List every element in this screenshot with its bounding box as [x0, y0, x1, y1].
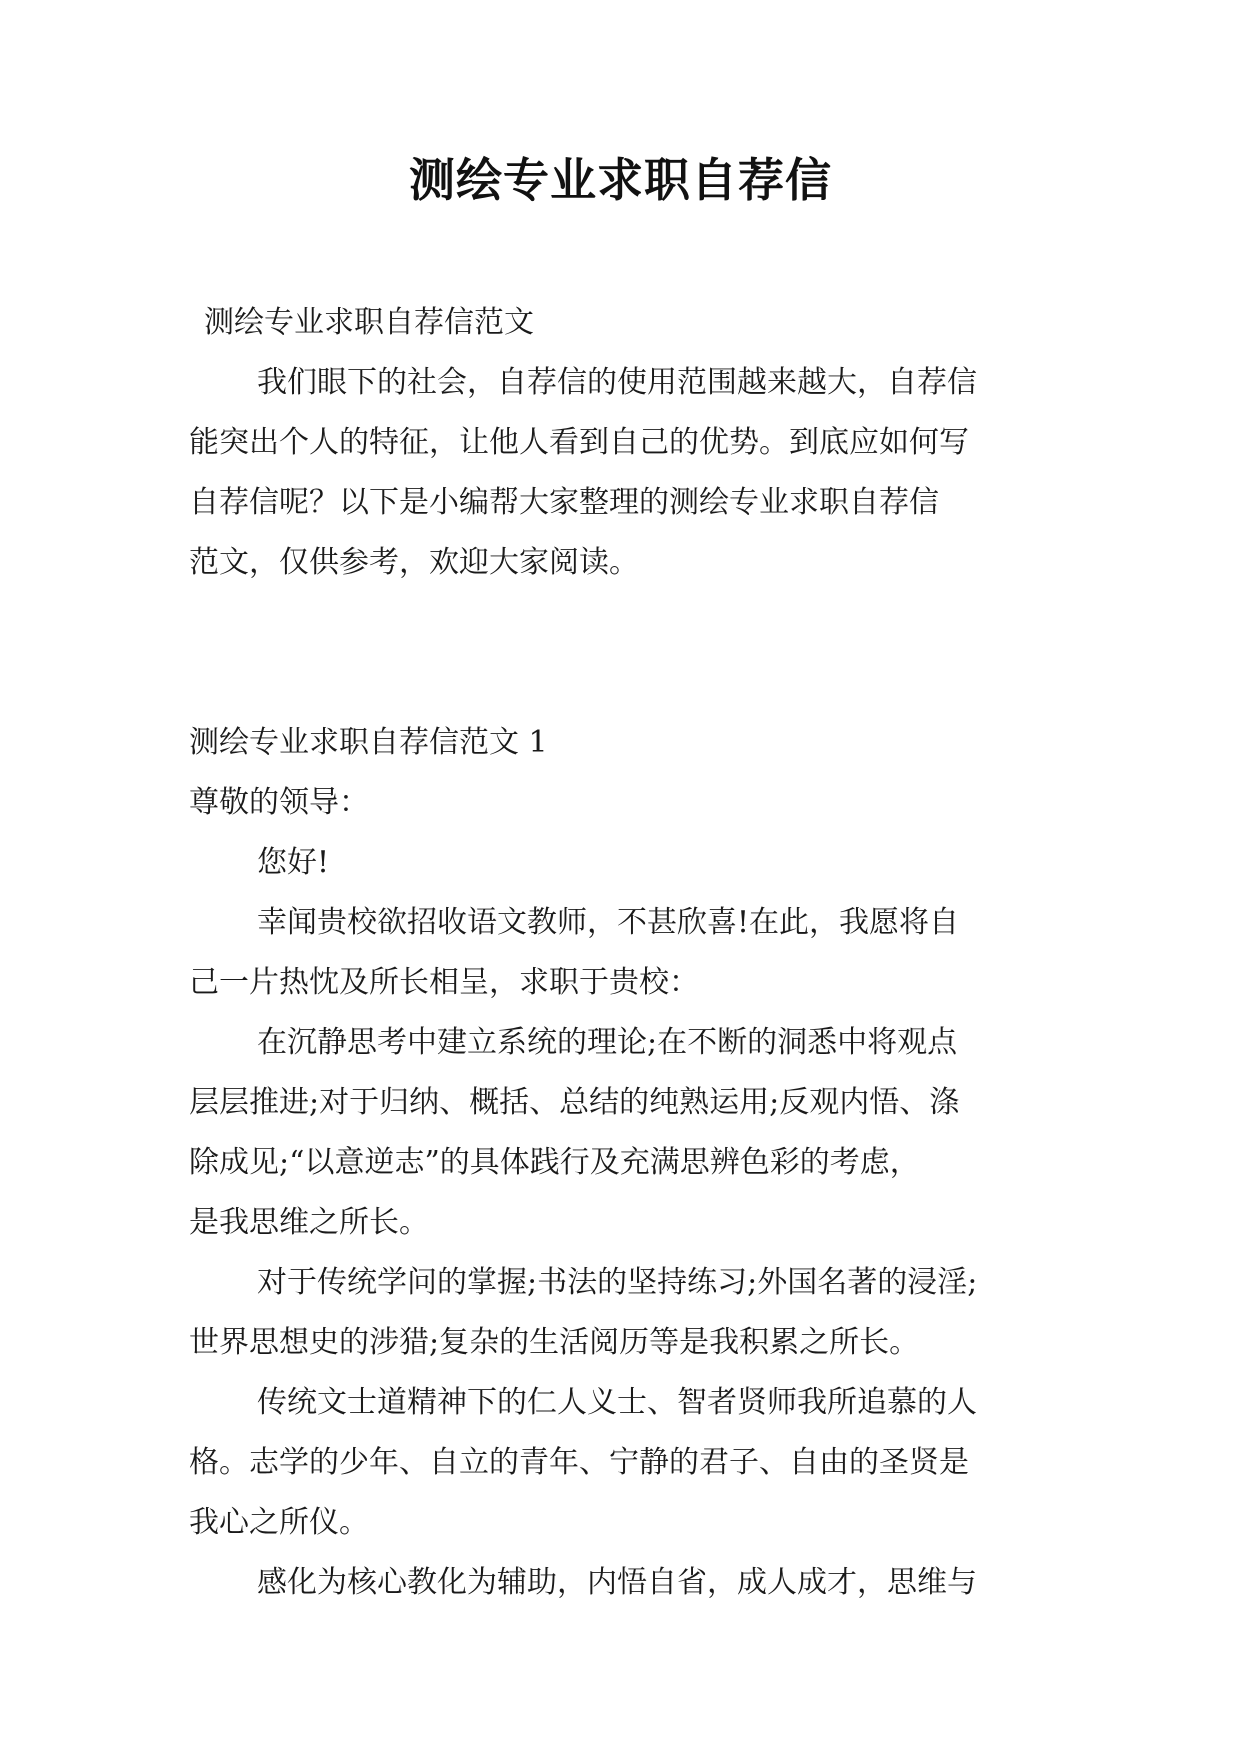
body-paragraph	[189, 1253, 1049, 1373]
text-line: 是我思维之所长。	[189, 1205, 429, 1240]
text-line: 己一片热忱及所长相呈，求职于贵校：	[189, 965, 699, 1000]
body-paragraph	[189, 1553, 1049, 1613]
intro-paragraph	[189, 353, 1049, 593]
text-line: 范文，仅供参考，欢迎大家阅读。	[189, 545, 639, 580]
subtitle: 测绘专业求职自荐信范文	[204, 305, 534, 340]
text-line: 世界思想史的涉猎;复杂的生活阅历等是我积累之所长。	[189, 1325, 920, 1360]
text-line: 对于传统学问的掌握;书法的坚持练习;外国名著的浸淫;	[257, 1265, 978, 1300]
text-line: 我心之所仪。	[189, 1505, 369, 1540]
text-line: 层层推进;对于归纳、概括、总结的纯熟运用;反观内悟、涤	[189, 1085, 960, 1120]
blank-gap	[189, 593, 1049, 713]
section-heading: 测绘专业求职自荐信范文 1	[189, 725, 548, 760]
text-line: 幸闻贵校欲招收语文教师，不甚欣喜!在此，我愿将自	[257, 905, 960, 940]
text-line: 感化为核心教化为辅助，内悟自省，成人成才，思维与	[257, 1565, 977, 1600]
text-line: 格。志学的少年、自立的青年、宁静的君子、自由的圣贤是	[189, 1445, 969, 1480]
text-line: 能突出个人的特征，让他人看到自己的优势。到底应如何写	[189, 425, 969, 460]
document-body	[189, 293, 1049, 1613]
text-line: 我们眼下的社会，自荐信的使用范围越来越大，自荐信	[257, 365, 977, 400]
greeting: 您好!	[257, 845, 330, 880]
document-title: 测绘专业求职自荐信	[409, 153, 832, 207]
text-line: 除成见;“以意逆志”的具体践行及充满思辨色彩的考虑，	[189, 1145, 920, 1180]
body-paragraph	[189, 1373, 1049, 1553]
body-paragraph	[189, 893, 1049, 1013]
text-line: 传统文士道精神下的仁人义士、智者贤师我所追慕的人	[257, 1385, 977, 1420]
text-line: 在沉静思考中建立系统的理论;在不断的洞悉中将观点	[257, 1025, 958, 1060]
text-line: 自荐信呢？以下是小编帮大家整理的测绘专业求职自荐信	[189, 485, 939, 520]
body-paragraph	[189, 1013, 1049, 1253]
salutation: 尊敬的领导：	[189, 785, 369, 820]
